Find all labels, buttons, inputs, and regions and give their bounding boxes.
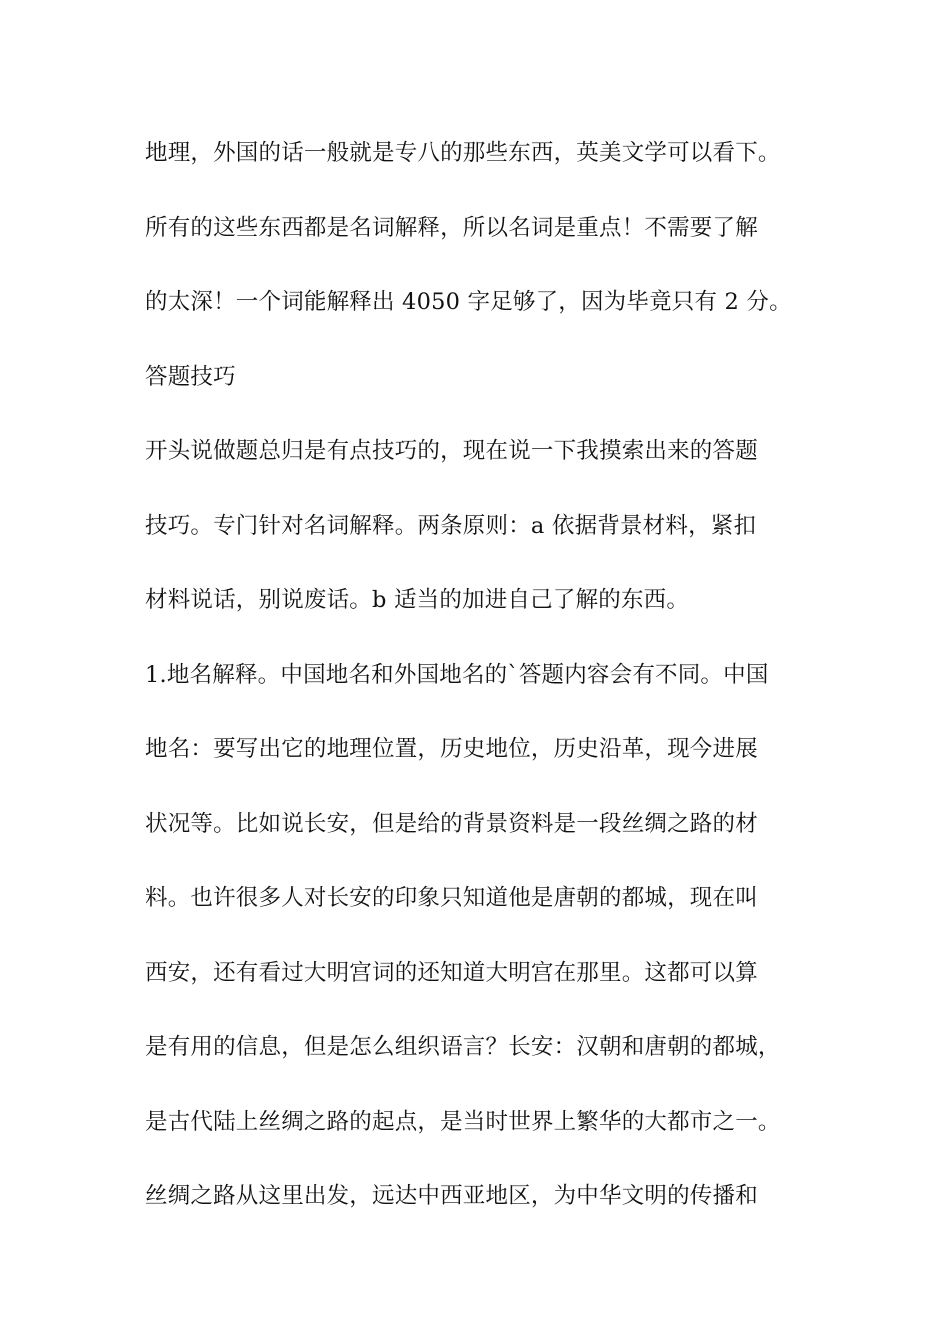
text-line: 1.地名解释。中国地名和外国地名的`答题内容会有不同。中国 (145, 661, 769, 688)
text-line: 是古代陆上丝绸之路的起点，是当时世界上繁华的大都市之一。 (145, 1108, 781, 1135)
text-line: 技巧。专门针对名词解释。两条原则：a 依据背景材料，紧扣 (145, 512, 757, 539)
body-text (145, 131, 845, 1249)
text-line: 材料说话，别说废话。b 适当的加进自己了解的东西。 (145, 587, 690, 613)
text-line: 是有用的信息，但是怎么组织语言？长安：汉朝和唐朝的都城， (145, 1034, 781, 1060)
text-line: 地理，外国的话一般就是专八的那些东西，英美文学可以看下。 (145, 140, 781, 166)
text-line: 西安，还有看过大明宫词的还知道大明宫在那里。这都可以算 (145, 959, 758, 986)
text-line: 开头说做题总归是有点技巧的，现在说一下我摸索出来的答题 (145, 438, 758, 464)
section-heading: 答题技巧 (145, 363, 236, 390)
text-line: 丝绸之路从这里出发，远达中西亚地区，为中华文明的传播和 (145, 1183, 758, 1209)
text-line: 地名：要写出它的地理位置，历史地位，历史沿革，现今进展 (145, 736, 758, 762)
text-line: 状况等。比如说长安，但是给的背景资料是一段丝绸之路的材 (145, 810, 758, 837)
text-line: 的太深！一个词能解释出 4050 字足够了，因为毕竟只有 2 分。 (145, 289, 792, 315)
text-line: 料。也许很多人对长安的印象只知道他是唐朝的都城，现在叫 (145, 885, 758, 911)
text-line: 所有的这些东西都是名词解释，所以名词是重点！不需要了解 (145, 214, 758, 241)
